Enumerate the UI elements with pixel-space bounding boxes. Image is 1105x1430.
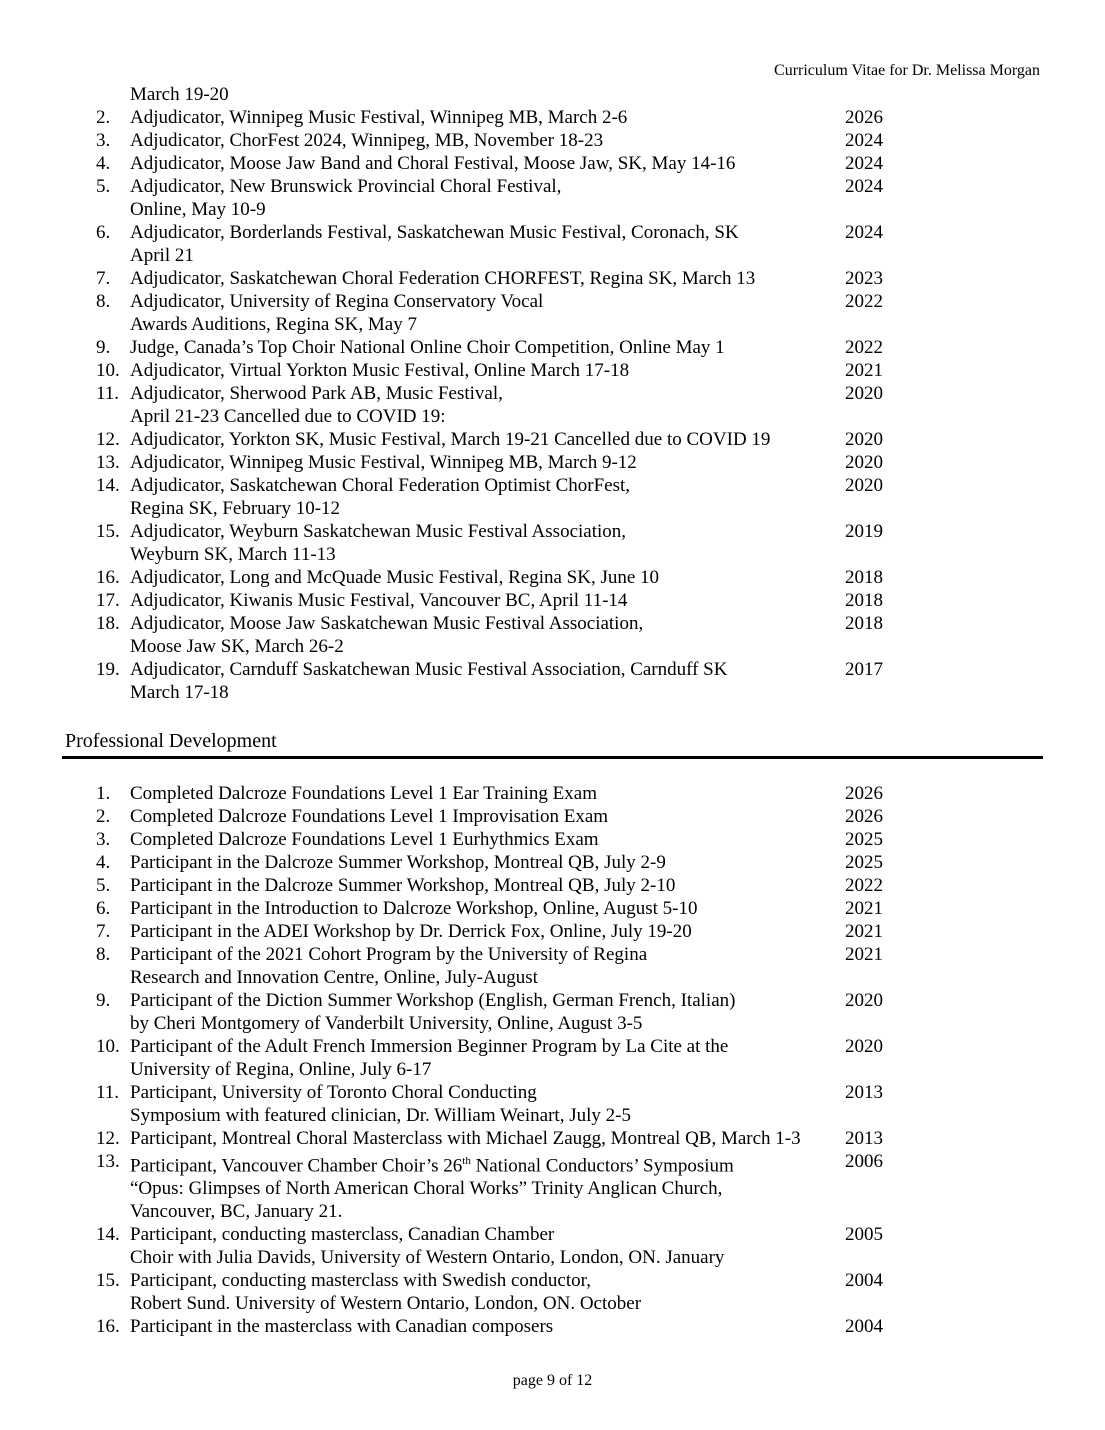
- list-item: [96, 382, 896, 428]
- item-text-line: Adjudicator, Sherwood Park AB, Music Festival,: [130, 383, 503, 404]
- item-year: 2020: [845, 990, 883, 1011]
- item-number: 5.: [96, 176, 111, 197]
- item-year: 2022: [845, 875, 883, 896]
- list-item: [96, 828, 896, 851]
- list-item: [96, 520, 896, 566]
- adjudication-list: [96, 83, 896, 704]
- item-number: 3.: [96, 130, 111, 151]
- item-text-line: Participant, University of Toronto Choral Conducting: [130, 1082, 537, 1103]
- item-text-line: Adjudicator, New Brunswick Provincial Choral Festival,: [130, 176, 562, 197]
- item-number: 15.: [96, 521, 120, 542]
- professional-development-list: [96, 782, 896, 1338]
- item-year: 2019: [845, 521, 883, 542]
- list-item: [96, 451, 896, 474]
- item-text-line: “Opus: Glimpses of North American Choral Works” Trinity Anglican Church,: [130, 1178, 723, 1200]
- item-year: 2021: [845, 898, 883, 919]
- item-text-line: Adjudicator, Kiwanis Music Festival, Vancouver BC, April 11-14: [130, 590, 628, 611]
- item-number: 8.: [96, 944, 111, 965]
- list-item: [96, 589, 896, 612]
- item-year: 2022: [845, 337, 883, 358]
- carryover-text: March 19-20: [130, 84, 229, 105]
- item-text-line: Vancouver, BC, January 21.: [130, 1201, 343, 1223]
- list-item: [96, 943, 896, 989]
- item-number: 2.: [96, 806, 111, 827]
- item-number: 6.: [96, 222, 111, 243]
- item-number: 10.: [96, 360, 120, 381]
- item-number: 7.: [96, 268, 111, 289]
- item-text-line: Participant, conducting masterclass with Swedish conductor,: [130, 1270, 591, 1292]
- item-text-line: Moose Jaw SK, March 26-2: [130, 636, 344, 657]
- item-year: 2004: [845, 1270, 883, 1292]
- item-year: 2024: [845, 153, 883, 174]
- item-year: 2018: [845, 567, 883, 588]
- item-text-line: Adjudicator, ChorFest 2024, Winnipeg, MB, November 18-23: [130, 130, 604, 151]
- item-number: 15.: [96, 1270, 120, 1292]
- list-item: [96, 267, 896, 290]
- list-item-carryover: [96, 83, 896, 106]
- item-text-line: Participant of the Adult French Immersion Beginner Program by La Cite at the: [130, 1036, 729, 1057]
- item-number: 2.: [96, 107, 111, 128]
- item-text-line: [130, 1150, 840, 1177]
- item-text-line: Online, May 10-9: [130, 199, 266, 220]
- item-text-line: Judge, Canada’s Top Choir National Online Choir Competition, Online May 1: [130, 337, 725, 358]
- item-year: 2025: [845, 829, 883, 850]
- item-text-line: Awards Auditions, Regina SK, May 7: [130, 314, 417, 335]
- item-number: 5.: [96, 875, 111, 896]
- list-item: [96, 336, 896, 359]
- list-item: [96, 874, 896, 897]
- item-text-line: Adjudicator, Winnipeg Music Festival, Winnipeg MB, March 2-6: [130, 107, 628, 128]
- list-item: [96, 782, 896, 805]
- item-year: 2023: [845, 268, 883, 289]
- list-item: [96, 290, 896, 336]
- item-year: 2026: [845, 107, 883, 128]
- item-text-line: Participant in the Introduction to Dalcroze Workshop, Online, August 5-10: [130, 898, 698, 919]
- item-text-line: Participant, conducting masterclass, Canadian Chamber: [130, 1224, 555, 1246]
- list-item: [96, 129, 896, 152]
- item-number: 11.: [96, 383, 120, 404]
- item-number: 16.: [96, 567, 120, 588]
- item-text-line: Weyburn SK, March 11-13: [130, 544, 336, 565]
- list-item: [96, 1269, 896, 1315]
- item-number: 9.: [96, 337, 111, 358]
- item-number: 3.: [96, 829, 111, 850]
- item-year: 2026: [845, 806, 883, 827]
- item-text-part: Participant, Vancouver Chamber Choir’s 26: [130, 1155, 463, 1177]
- item-text-line: Participant of the 2021 Cohort Program by the University of Regina: [130, 944, 648, 965]
- item-number: 1.: [96, 783, 111, 804]
- item-number: 12.: [96, 1128, 120, 1149]
- list-item: [96, 152, 896, 175]
- list-item: [96, 658, 896, 704]
- list-item: [96, 359, 896, 382]
- item-year: 2006: [845, 1151, 883, 1172]
- running-header: Curriculum Vitae for Dr. Melissa Morgan: [774, 62, 1040, 79]
- item-text-line: Participant, Montreal Choral Masterclass with Michael Zaugg, Montreal QB, March 1-3: [130, 1128, 801, 1149]
- ordinal-suffix: th: [462, 1155, 471, 1167]
- item-year: 2020: [845, 383, 883, 404]
- item-year: 2020: [845, 429, 883, 450]
- list-item: [96, 566, 896, 589]
- item-text-line: Completed Dalcroze Foundations Level 1 Ear Training Exam: [130, 783, 597, 804]
- item-text-line: Completed Dalcroze Foundations Level 1 Eurhythmics Exam: [130, 829, 599, 850]
- section-divider: [62, 756, 1043, 759]
- item-text-line: University of Regina, Online, July 6-17: [130, 1059, 432, 1080]
- list-item: [96, 221, 896, 267]
- item-text-line: Participant of the Diction Summer Workshop (English, German French, Italian): [130, 990, 736, 1011]
- item-text-line: Research and Innovation Centre, Online, July-August: [130, 967, 538, 988]
- item-text-line: Participant in the Dalcroze Summer Workshop, Montreal QB, July 2-10: [130, 875, 676, 896]
- item-number: 6.: [96, 898, 111, 919]
- item-text-line: Adjudicator, Saskatchewan Choral Federation CHORFEST, Regina SK, March 13: [130, 268, 756, 289]
- item-number: 13.: [96, 452, 120, 473]
- list-item: [96, 1315, 896, 1338]
- item-text-line: Choir with Julia Davids, University of Western Ontario, London, ON. January: [130, 1247, 725, 1269]
- item-text-line: Adjudicator, Virtual Yorkton Music Festival, Online March 17-18: [130, 360, 630, 381]
- section-title: Professional Development: [65, 730, 277, 752]
- item-number: 9.: [96, 990, 111, 1011]
- list-item: [96, 897, 896, 920]
- item-text-line: Completed Dalcroze Foundations Level 1 Improvisation Exam: [130, 806, 609, 827]
- list-item: [96, 1127, 896, 1150]
- item-text-line: Adjudicator, Borderlands Festival, Saskatchewan Music Festival, Coronach, SK: [130, 222, 739, 243]
- item-year: 2017: [845, 659, 883, 680]
- list-item: [96, 1035, 896, 1081]
- item-year: 2021: [845, 360, 883, 381]
- list-item: [96, 175, 896, 221]
- list-item: [96, 1081, 896, 1127]
- list-item: [96, 474, 896, 520]
- item-text-line: March 17-18: [130, 682, 229, 703]
- item-number: 14.: [96, 475, 120, 496]
- item-year: 2022: [845, 291, 883, 312]
- list-item: [96, 851, 896, 874]
- item-year: 2021: [845, 921, 883, 942]
- item-text-line: by Cheri Montgomery of Vanderbilt University, Online, August 3-5: [130, 1013, 643, 1034]
- list-item: [96, 989, 896, 1035]
- item-number: 16.: [96, 1316, 120, 1338]
- item-year: 2018: [845, 590, 883, 611]
- item-text-line: Participant in the Dalcroze Summer Workshop, Montreal QB, July 2-9: [130, 852, 666, 873]
- item-text-line: Adjudicator, Saskatchewan Choral Federation Optimist ChorFest,: [130, 475, 631, 496]
- item-number: 4.: [96, 852, 111, 873]
- item-year: 2013: [845, 1082, 883, 1103]
- item-year: 2020: [845, 1036, 883, 1057]
- item-text-line: Adjudicator, Yorkton SK, Music Festival, March 19-21 Cancelled due to COVID 19: [130, 429, 771, 450]
- item-year: 2024: [845, 130, 883, 151]
- item-year: 2005: [845, 1224, 883, 1246]
- item-number: 17.: [96, 590, 120, 611]
- item-text-part: National Conductors’ Symposium: [470, 1155, 734, 1177]
- item-number: 7.: [96, 921, 111, 942]
- item-number: 4.: [96, 153, 111, 174]
- list-item: [96, 428, 896, 451]
- list-item: [96, 1223, 896, 1269]
- item-number: 10.: [96, 1036, 120, 1057]
- item-text-line: Participant in the ADEI Workshop by Dr. Derrick Fox, Online, July 19-20: [130, 921, 692, 942]
- item-text-line: Adjudicator, Carnduff Saskatchewan Music Festival Association, Carnduff SK: [130, 659, 728, 680]
- item-year: 2025: [845, 852, 883, 873]
- item-number: 11.: [96, 1082, 120, 1103]
- item-number: 12.: [96, 429, 120, 450]
- item-text-line: Robert Sund. University of Western Ontario, London, ON. October: [130, 1293, 642, 1315]
- list-item: [96, 805, 896, 828]
- item-year: 2024: [845, 222, 883, 243]
- item-year: 2021: [845, 944, 883, 965]
- item-year: 2026: [845, 783, 883, 804]
- item-year: 2013: [845, 1128, 883, 1149]
- list-item: [96, 106, 896, 129]
- list-item: [96, 920, 896, 943]
- item-number: 14.: [96, 1224, 120, 1246]
- list-item: [96, 1150, 896, 1223]
- item-text-line: Adjudicator, University of Regina Conservatory Vocal: [130, 291, 544, 312]
- item-number: 18.: [96, 613, 120, 634]
- item-text-line: Regina SK, February 10-12: [130, 498, 341, 519]
- item-number: 19.: [96, 659, 120, 680]
- item-text-line: Adjudicator, Long and McQuade Music Festival, Regina SK, June 10: [130, 567, 660, 588]
- list-item: [96, 612, 896, 658]
- item-text-line: April 21-23 Cancelled due to COVID 19:: [130, 406, 446, 427]
- item-text-line: Participant in the masterclass with Canadian composers: [130, 1316, 554, 1338]
- item-number: 13.: [96, 1151, 120, 1172]
- item-year: 2018: [845, 613, 883, 634]
- item-text-line: Adjudicator, Winnipeg Music Festival, Winnipeg MB, March 9-12: [130, 452, 637, 473]
- item-number: 8.: [96, 291, 111, 312]
- item-text-line: Adjudicator, Moose Jaw Band and Choral Festival, Moose Jaw, SK, May 14-16: [130, 153, 736, 174]
- item-year: 2024: [845, 176, 883, 197]
- page-number: page 9 of 12: [512, 1372, 593, 1389]
- item-text-line: Symposium with featured clinician, Dr. William Weinart, July 2-5: [130, 1105, 631, 1126]
- item-year: 2020: [845, 452, 883, 473]
- item-text-line: Adjudicator, Moose Jaw Saskatchewan Music Festival Association,: [130, 613, 644, 634]
- item-year: 2004: [845, 1316, 883, 1338]
- item-text-line: Adjudicator, Weyburn Saskatchewan Music Festival Association,: [130, 521, 627, 542]
- item-text-line: April 21: [130, 245, 194, 266]
- item-year: 2020: [845, 475, 883, 496]
